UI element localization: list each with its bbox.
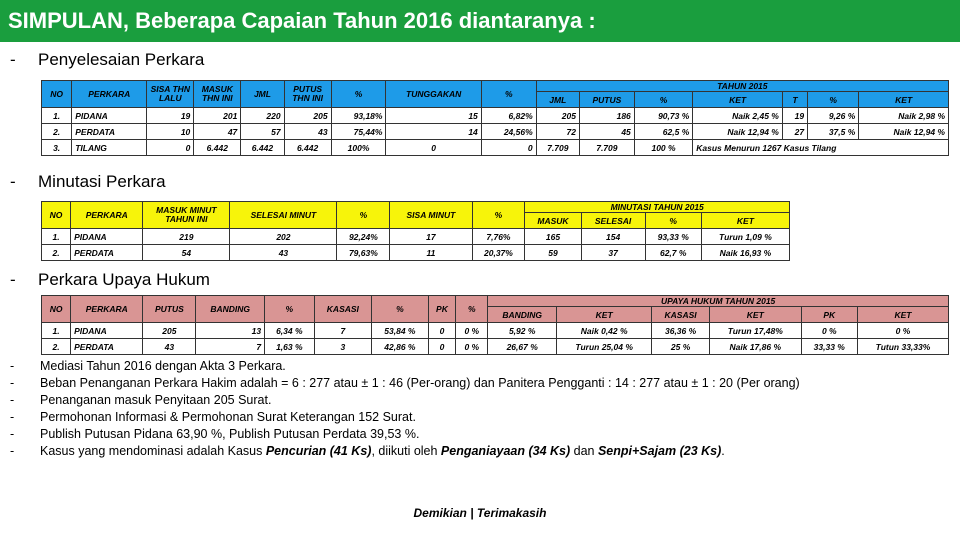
cell: PIDANA [72,108,147,124]
cell: Naik 16,93 % [701,245,789,261]
table-row [42,124,949,140]
col-header: % [372,296,428,323]
table-row [42,245,790,261]
cell: 3. [42,140,72,156]
col-header: SISA THN LALU [147,81,194,108]
cell: Turun 1,09 % [701,229,789,245]
cell: 205 [284,108,331,124]
cell: 201 [194,108,241,124]
cell: 62,5 % [634,124,692,140]
col-header: % [472,202,525,229]
cell: 6.442 [241,140,284,156]
cell: PERDATA [71,339,143,355]
sub-header: MASUK [525,213,581,229]
cell: 0 [386,140,481,156]
cell: 6.442 [284,140,331,156]
list-item: - Permohonan Informasi & Permohonan Surat Keterangan 152 Surat. [10,410,416,424]
cell: PIDANA [71,229,143,245]
col-header: NO [42,202,71,229]
sub-header: KET [693,92,783,108]
cell: 0 % [456,323,488,339]
table-row [42,108,949,124]
cell: 186 [579,108,634,124]
table-row [42,140,949,156]
cell: 0 % [857,323,948,339]
cell: 90,73 % [634,108,692,124]
col-header: KASASI [314,296,372,323]
col-header: PERKARA [72,81,147,108]
col-header: PUTUS THN INI [284,81,331,108]
cell: Kasus Menurun 1267 Kasus Tilang [693,140,949,156]
cell: 45 [579,124,634,140]
col-header: SISA MINUT [390,202,472,229]
notes-list [10,358,800,460]
cell: 219 [143,229,230,245]
cell: 7.709 [579,140,634,156]
cell: 92,24% [337,229,390,245]
cell: 36,36 % [652,323,710,339]
bullet-dash: - [10,172,16,191]
col-header: % [337,202,390,229]
cell: 100 % [634,140,692,156]
cell: 14 [386,124,481,140]
table-row [42,229,790,245]
page-title: SIMPULAN, Beberapa Capaian Tahun 2016 diantaranya : [8,8,596,33]
cell: 220 [241,108,284,124]
group-header: TAHUN 2015 [536,81,948,92]
cell: 2. [42,124,72,140]
note-dominant-cases: Kasus yang mendominasi adalah Kasus Pencurian (41 Ks), diikuti oleh Penganiayaan (34 Ks) dan Senpi+Sajam (23 Ks). [40,444,725,458]
list-item: - Penanganan masuk Penyitaan 205 Surat. [10,393,272,407]
col-header: NO [42,81,72,108]
cell: 7,76% [472,229,525,245]
col-header: % [481,81,536,108]
table-penyelesaian [41,80,949,156]
list-item: - Kasus yang mendominasi adalah Kasus Pencurian (41 Ks), diikuti oleh Penganiayaan (34 Ks) dan Senpi+Sajam (23 Ks). [10,444,725,458]
table-upaya-hukum [41,295,949,355]
sub-header: KET [857,307,948,323]
col-header: PERKARA [71,202,143,229]
cell: 19 [782,108,807,124]
cell: 11 [390,245,472,261]
cell: 57 [241,124,284,140]
col-header: % [265,296,314,323]
col-header: PUTUS [143,296,196,323]
sub-header: SELESAI [581,213,645,229]
sub-header: KET [557,307,652,323]
col-header: % [456,296,488,323]
col-header: % [331,81,386,108]
table-minutasi [41,201,790,261]
cell: TILANG [72,140,147,156]
cell: PERDATA [72,124,147,140]
cell: 93,33 % [645,229,701,245]
cell: 19 [147,108,194,124]
cell: 6,82% [481,108,536,124]
cell: 1. [42,229,71,245]
col-header: BANDING [196,296,265,323]
cell: 205 [536,108,579,124]
cell: 15 [386,108,481,124]
sub-header: % [808,92,859,108]
cell: 100% [331,140,386,156]
col-header: MASUK THN INI [194,81,241,108]
cell: Naik 12,94 % [859,124,949,140]
cell: 0 % [456,339,488,355]
cell: 2. [42,339,71,355]
cell: 6,34 % [265,323,314,339]
cell: 0 [481,140,536,156]
col-header: PK [428,296,456,323]
cell: 1. [42,323,71,339]
cell: 53,84 % [372,323,428,339]
cell: 47 [194,124,241,140]
cell: Naik 2,45 % [693,108,783,124]
cell: 1. [42,108,72,124]
group-header: MINUTASI TAHUN 2015 [525,202,790,213]
cell: Naik 2,98 % [859,108,949,124]
cell: 72 [536,124,579,140]
cell: 13 [196,323,265,339]
cell: 33,33 % [801,339,857,355]
section-title: Perkara Upaya Hukum [38,270,210,289]
section-penyelesaian [10,50,204,70]
cell: 37 [581,245,645,261]
col-header: TUNGGAKAN [386,81,481,108]
sub-header: PK [801,307,857,323]
cell: 43 [143,339,196,355]
cell: 9,26 % [808,108,859,124]
cell: Turun 17,48% [709,323,801,339]
sub-header: KASASI [652,307,710,323]
sub-header: T [782,92,807,108]
cell: 54 [143,245,230,261]
cell: 0 [428,323,456,339]
cell: 42,86 % [372,339,428,355]
sub-header: % [634,92,692,108]
cell: 37,5 % [808,124,859,140]
col-header: PERKARA [71,296,143,323]
cell: Turun 25,04 % [557,339,652,355]
cell: 0 [147,140,194,156]
list-item: - Beban Penanganan Perkara Hakim adalah = 6 : 277 atau ± 1 : 46 (Per-orang) dan Panitera Pengganti : 14 : 277 atau ± 1 : 20 (Per orang) [10,376,800,390]
sub-header: JML [536,92,579,108]
cell: 5,92 % [488,323,557,339]
cell: 62,7 % [645,245,701,261]
cell: PERDATA [71,245,143,261]
cell: 20,37% [472,245,525,261]
section-title: Minutasi Perkara [38,172,166,191]
footer-text: Demikian | Terimakasih [413,506,547,520]
list-item: - Publish Putusan Pidana 63,90 %, Publish Putusan Perdata 39,53 %. [10,427,420,441]
col-header: JML [241,81,284,108]
cell: 1,63 % [265,339,314,355]
cell: Naik 0,42 % [557,323,652,339]
cell: Naik 17,86 % [709,339,801,355]
cell: 25 % [652,339,710,355]
cell: 43 [230,245,337,261]
section-title: Penyelesaian Perkara [38,50,205,69]
bullet-dash: - [10,50,16,69]
bullet-dash: - [10,270,16,289]
cell: 93,18% [331,108,386,124]
group-header: UPAYA HUKUM TAHUN 2015 [488,296,949,307]
table-row [42,339,949,355]
cell: 202 [230,229,337,245]
sub-header: % [645,213,701,229]
cell: 7.709 [536,140,579,156]
cell: PIDANA [71,323,143,339]
cell: 2. [42,245,71,261]
cell: 0 [428,339,456,355]
cell: 43 [284,124,331,140]
cell: 3 [314,339,372,355]
cell: 27 [782,124,807,140]
cell: 6.442 [194,140,241,156]
sub-header: BANDING [488,307,557,323]
cell: 24,56% [481,124,536,140]
sub-header: KET [859,92,949,108]
sub-header: KET [709,307,801,323]
table-row [42,323,949,339]
sub-header: KET [701,213,789,229]
cell: 165 [525,229,581,245]
list-item: - Mediasi Tahun 2016 dengan Akta 3 Perkara. [10,359,286,373]
cell: 79,63% [337,245,390,261]
cell: Naik 12,94 % [693,124,783,140]
cell: 7 [196,339,265,355]
col-header: SELESAI MINUT [230,202,337,229]
cell: 205 [143,323,196,339]
cell: 10 [147,124,194,140]
cell: 17 [390,229,472,245]
col-header: NO [42,296,71,323]
cell: Tutun 33,33% [857,339,948,355]
col-header: MASUK MINUT TAHUN INI [143,202,230,229]
sub-header: PUTUS [579,92,634,108]
section-upaya-hukum [10,270,210,290]
title-bar [0,0,960,42]
cell: 7 [314,323,372,339]
section-minutasi [10,172,166,192]
cell: 26,67 % [488,339,557,355]
cell: 59 [525,245,581,261]
cell: 75,44% [331,124,386,140]
cell: 0 % [801,323,857,339]
cell: 154 [581,229,645,245]
